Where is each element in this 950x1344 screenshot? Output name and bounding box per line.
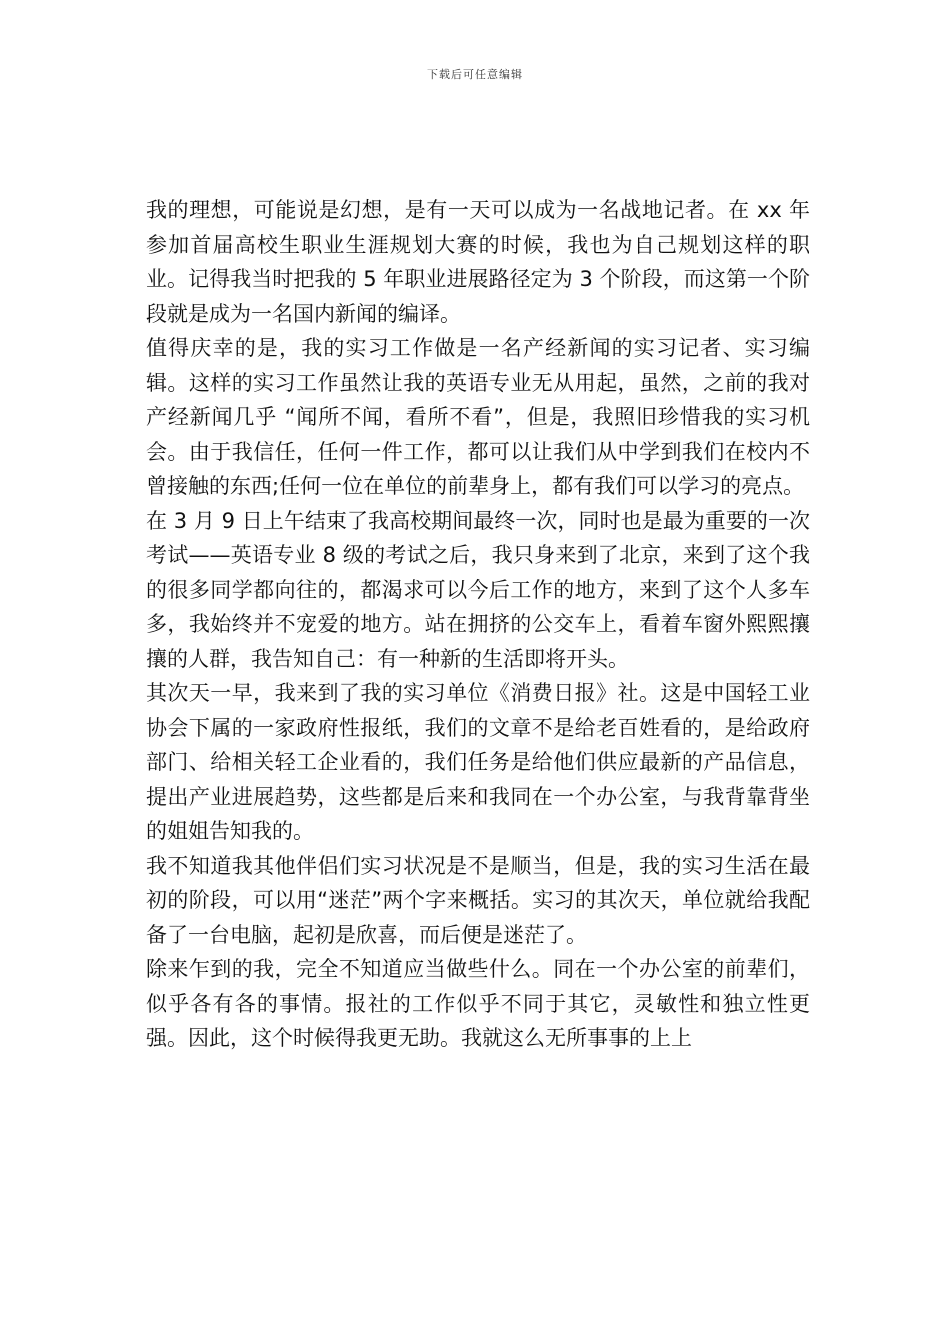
paragraph-3: 在 3 月 9 日上午结束了我高校期间最终一次，同时也是最为重要的一次考试——英语专业 8 级的考试之后，我只身来到了北京，来到了这个我的很多同学都向往的，都渴求可以今后工作的地方，来到了这个人多车多，我始终并不宠爱的地方。站在拥挤的公交车上，看着车窗外熙熙攘攘的人群，我告知自己：有一种新的生活即将开头。 [146, 508, 810, 671]
paragraph-4: 其次天一早，我来到了我的实习单位《消费日报》社。这是中国轻工业协会下属的一家政府性报纸，我们的文章不是给老百姓看的，是给政府部门、给相关轻工企业看的，我们任务是给他们供应最新的产品信息，提出产业进展趋势，这些都是后来和我同在一个办公室，与我背靠背坐的姐姐告知我的。 [146, 681, 810, 843]
page-header: 下载后可任意编辑 [427, 68, 523, 81]
paragraph-1: 我的理想，可能说是幻想，是有一天可以成为一名战地记者。在 xx 年参加首届高校生职业生涯规划大赛的时候，我也为自己规划这样的职业。记得我当时把我的 5 年职业进展路径定为 3 个阶段，而这第一个阶段就是成为一名国内新闻的编译。 [146, 198, 810, 326]
paragraph-5: 我不知道我其他伴侣们实习状况是不是顺当，但是，我的实习生活在最初的阶段，可以用“迷茫”两个字来概括。实习的其次天，单位就给我配备了一台电脑，起初是欣喜，而后便是迷茫了。 [146, 853, 810, 947]
paragraph-2: 值得庆幸的是，我的实习工作做是一名产经新闻的实习记者、实习编辑。这样的实习工作虽然让我的英语专业无从用起，虽然，之前的我对产经新闻几乎 “闻所不闻，看所不看”，但是，我照旧珍惜我的实习机会。由于我信任，任何一件工作，都可以让我们从中学到我们在校内不曾接触的东西;任何一位在单位的前辈身上，都有我们可以学习的亮点。 [146, 336, 810, 498]
document-body [146, 193, 810, 1056]
paragraph-6: 除来乍到的我，完全不知道应当做些什么。同在一个办公室的前辈们，似乎各有各的事情。报社的工作似乎不同于其它，灵敏性和独立性更强。因此，这个时候得我更无助。我就这么无所事事的上上 [146, 957, 810, 1050]
